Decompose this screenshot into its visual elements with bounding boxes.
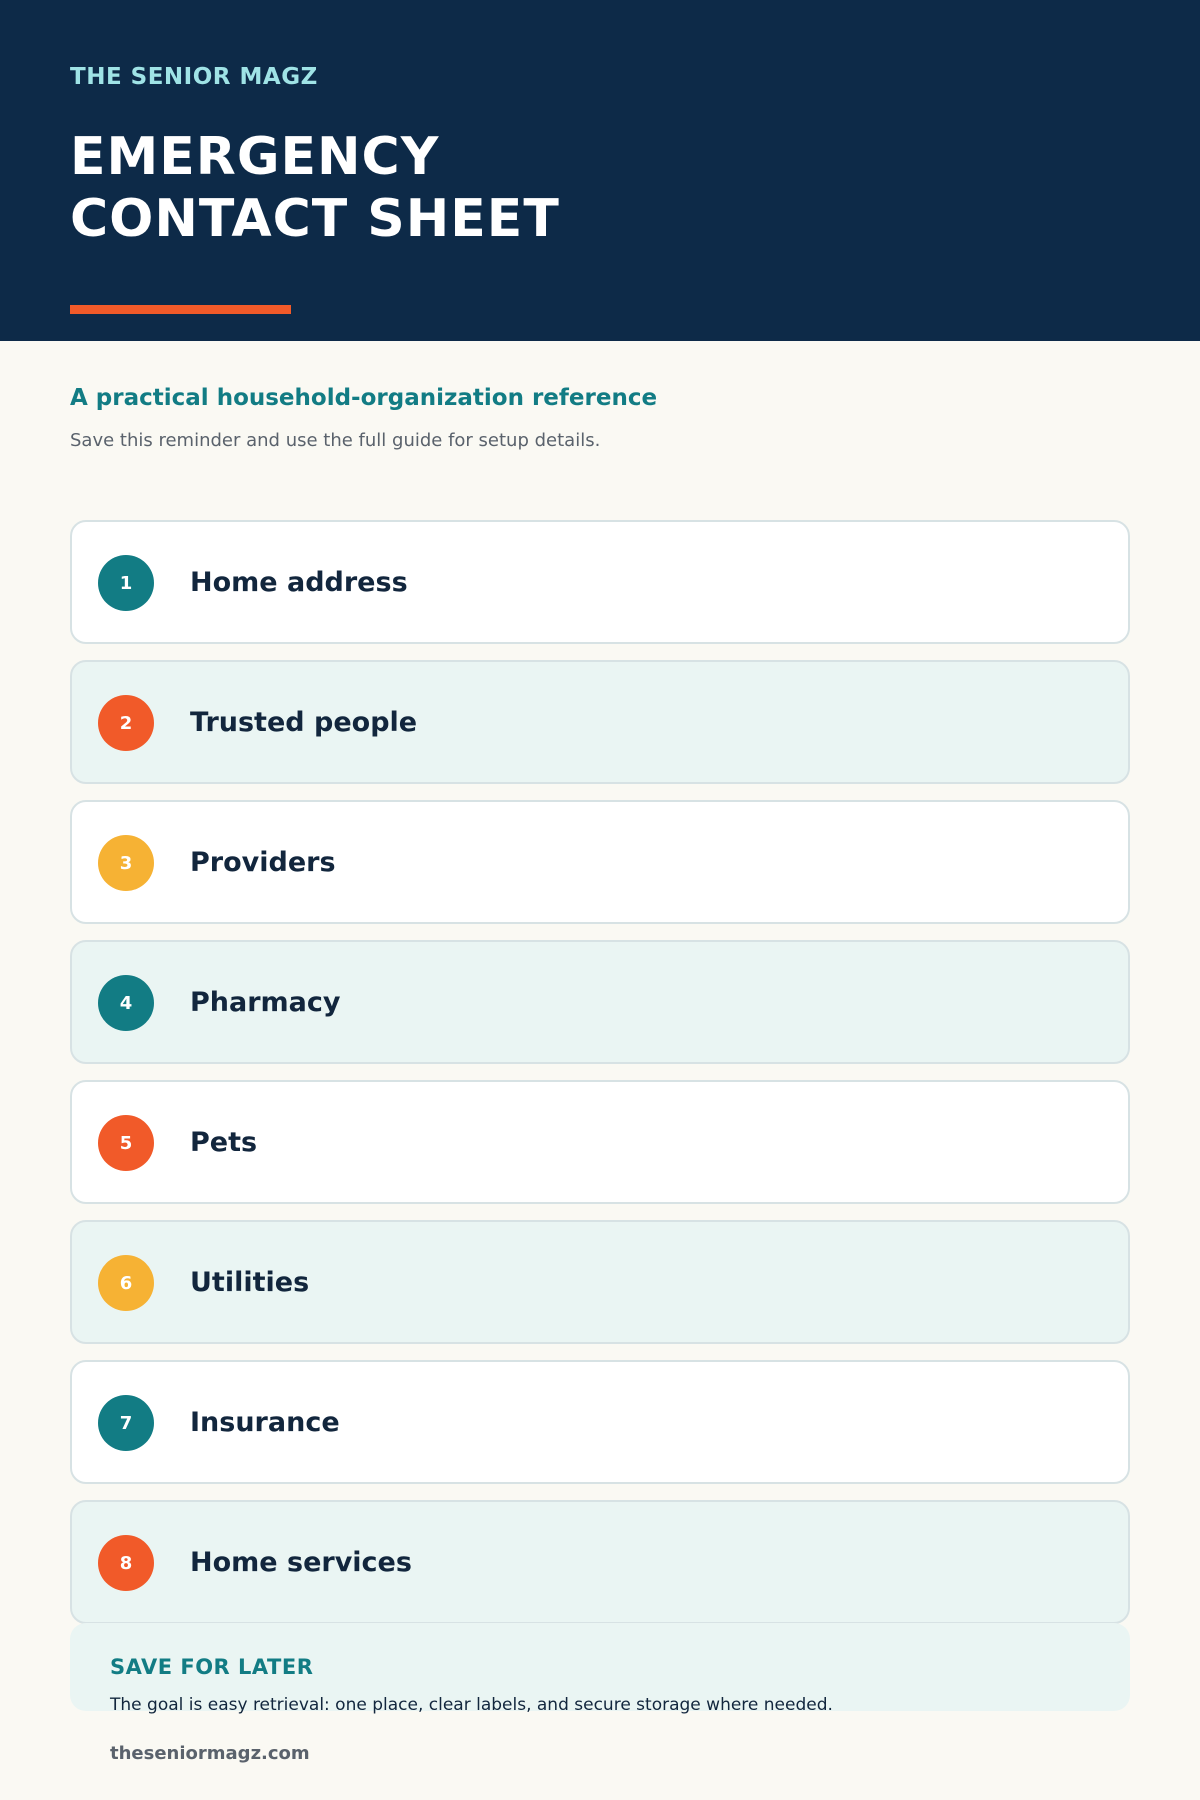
number-badge: 1 bbox=[98, 555, 154, 611]
item-label: Pharmacy bbox=[190, 986, 341, 1018]
number-badge: 8 bbox=[98, 1535, 154, 1591]
list-item bbox=[70, 660, 1130, 784]
intro-note: Save this reminder and use the full guide for setup details. bbox=[70, 430, 601, 451]
save-box-text: The goal is easy retrieval: one place, clear labels, and secure storage where needed. bbox=[110, 1695, 833, 1715]
checklist bbox=[70, 520, 1130, 1640]
number-badge: 5 bbox=[98, 1115, 154, 1171]
number-badge: 6 bbox=[98, 1255, 154, 1311]
item-label: Home address bbox=[190, 566, 408, 598]
subtitle: A practical household-organization reference bbox=[70, 385, 658, 411]
page-title-line-1: EMERGENCY bbox=[70, 127, 440, 187]
item-label: Home services bbox=[190, 1546, 412, 1578]
item-label: Insurance bbox=[190, 1406, 340, 1438]
list-item bbox=[70, 1360, 1130, 1484]
list-item bbox=[70, 1500, 1130, 1624]
item-label: Providers bbox=[190, 846, 336, 878]
item-label: Pets bbox=[190, 1126, 258, 1158]
page-title-line-2: CONTACT SHEET bbox=[70, 189, 560, 249]
brand-name: THE SENIOR MAGZ bbox=[70, 64, 318, 90]
accent-divider bbox=[70, 305, 291, 314]
number-badge: 7 bbox=[98, 1395, 154, 1451]
list-item bbox=[70, 520, 1130, 644]
header-banner bbox=[0, 0, 1200, 341]
item-label: Trusted people bbox=[190, 706, 418, 738]
save-box-title: SAVE FOR LATER bbox=[110, 1655, 314, 1679]
number-badge: 3 bbox=[98, 835, 154, 891]
number-badge: 4 bbox=[98, 975, 154, 1031]
save-for-later-box bbox=[70, 1623, 1130, 1715]
list-item bbox=[70, 800, 1130, 924]
list-item bbox=[70, 1080, 1130, 1204]
list-item bbox=[70, 1220, 1130, 1344]
page-title bbox=[70, 126, 560, 250]
item-label: Utilities bbox=[190, 1266, 310, 1298]
footer-site-url: theseniormagz.com bbox=[110, 1743, 310, 1764]
list-item bbox=[70, 940, 1130, 1064]
number-badge: 2 bbox=[98, 695, 154, 751]
